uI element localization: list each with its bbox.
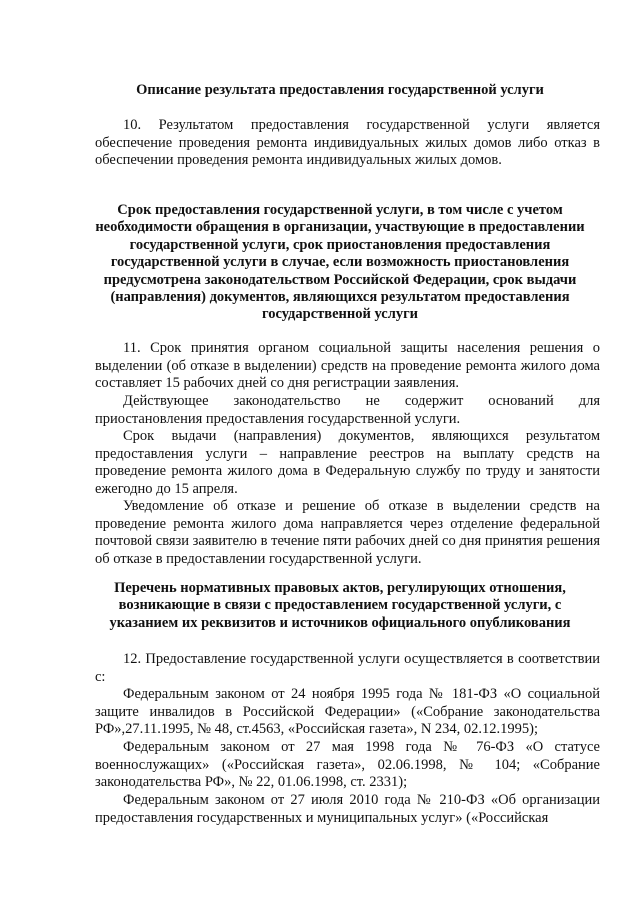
law-181-fz: Федеральным законом от 24 ноября 1995 года № 181-ФЗ «О социальной защите инвалидов в Российской Федерации» («Собрание законодательства РФ»,27.11.1995, № 48, ст.4563, «Российская газета», N 234, 02.12.1995); <box>95 686 600 737</box>
law-76-fz: Федеральным законом от 27 мая 1998 года № 76-ФЗ «О статусе военнослужащих» («Российская газета», 02.06.1998, № 104; «Собрание законодательства РФ», № 22, 01.06.1998, ст. 2331); <box>95 739 600 790</box>
paragraph-11-issuance: Срок выдачи (направления) документов, являющихся результатом предоставления услуги – направление реестров на выплату средств на проведение ремонта жилого дома в Федеральную службу по труду и занятости ежегодно до 15 апреля. <box>95 428 600 497</box>
section-heading-terms: Срок предоставления государственной услуги, в том числе с учетом необходимости обращения в организации, участвующие в предоставлении государственной услуги, срок приостановления предоставления государственной услуги в случае, если возможность приостановления предусмотрена законодательством Российской Федерации, срок выдачи (направления) документов, являющихся результатом предоставления государственной услуги <box>95 202 585 323</box>
section-heading-legal-acts: Перечень нормативных правовых актов, регулирующих отношения, возникающие в связи с предоставлением государственной услуги, с указанием их реквизитов и источников официального опубликования <box>109 580 571 631</box>
paragraph-11-refusal: Уведомление об отказе и решение об отказе в выделении средств на проведение ремонта жилого дома направляется через отделение федеральной почтовой связи заявителю в течение пяти рабочих дней со дня принятия решения об отказе в предоставлении государственной услуги. <box>95 498 600 567</box>
paragraph-12: 12. Предоставление государственной услуги осуществляется в соответствии с: <box>95 651 600 685</box>
law-210-fz: Федеральным законом от 27 июля 2010 года № 210-ФЗ «Об организации предоставления государственных и муниципальных услуг» («Российская <box>95 792 600 826</box>
section-heading-result: Описание результата предоставления государственной услуги <box>136 82 544 98</box>
paragraph-11-suspension: Действующее законодательство не содержит оснований для приостановления предоставления государственной услуги. <box>95 393 600 427</box>
paragraph-11: 11. Срок принятия органом социальной защиты населения решения о выделении (об отказе в выделении) средств на проведение ремонта жилого дома составляет 15 рабочих дней со дня регистрации заявления. <box>95 340 600 391</box>
paragraph-10: 10. Результатом предоставления государственной услуги является обеспечение проведения ремонта индивидуальных жилых домов либо отказ в обеспечении проведения ремонта индивидуальных жилых домов. <box>95 117 600 168</box>
